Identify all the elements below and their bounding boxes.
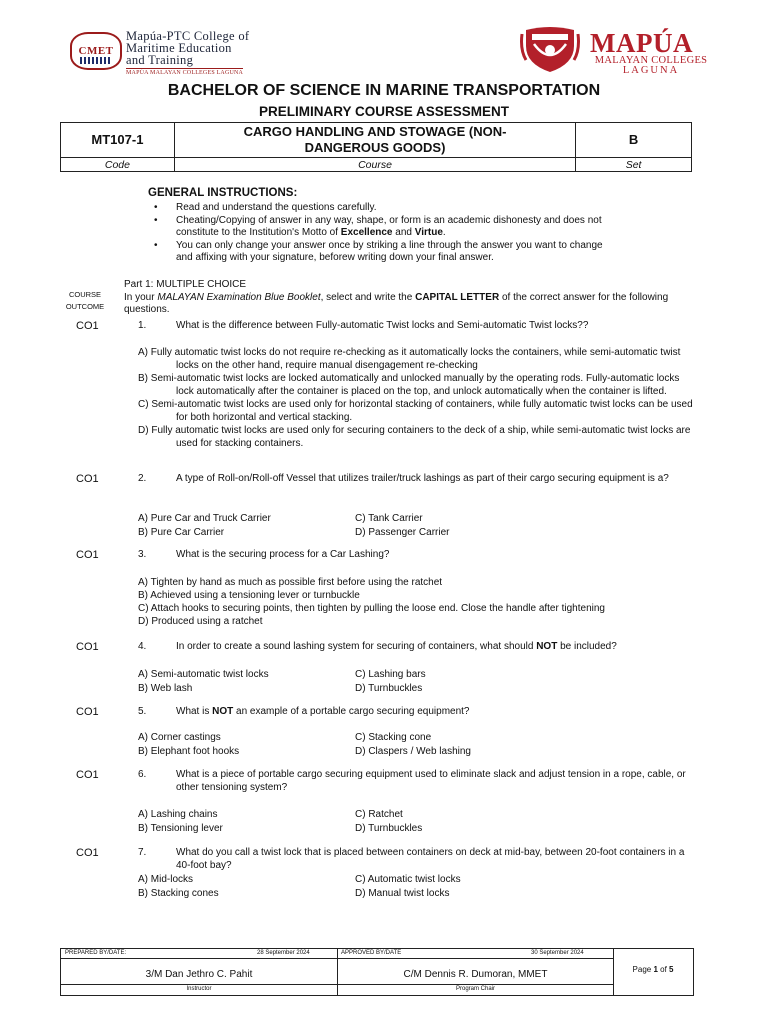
- instructions-title: GENERAL INSTRUCTIONS:: [148, 187, 298, 199]
- instruction-text: Read and understand the questions carefully.: [176, 202, 377, 213]
- q3-option-a: A) Tighten by hand as much as possible first before using the ratchet: [138, 577, 443, 588]
- q3-options: [138, 576, 698, 628]
- q4-option-a: A) Semi-automatic twist locks: [138, 669, 269, 680]
- program-title: BACHELOR OF SCIENCE IN MARINE TRANSPORTATION: [167, 82, 601, 99]
- approved-by-name: C/M Dennis R. Dumoran, MMET: [403, 969, 548, 980]
- q4-text: [176, 641, 696, 654]
- mapua-name: MAPÚA: [590, 28, 693, 58]
- course-name-line-1: CARGO HANDLING AND STOWAGE (NON-: [243, 124, 507, 139]
- q6-options-row: [138, 808, 698, 822]
- instruction-text: Cheating/Copying of answer in any way, shape, or form is an academic dishonesty and does not constitute to the Institution's Motto of: [176, 214, 602, 238]
- course-name-line-2: DANGEROUS GOODS): [304, 140, 446, 155]
- q4-text-part: In order to create a sound lashing system for securing of containers, what should: [176, 641, 537, 652]
- q4-course-outcome: CO1: [76, 641, 99, 653]
- q6-text: What is a piece of portable cargo securing equipment used to eliminate slack and adjust tension in a rope, cable, or other tensioning system?: [176, 769, 686, 793]
- course-set: B: [576, 123, 692, 158]
- q5-option-d: D) Claspers / Web lashing: [355, 745, 471, 757]
- mapua-logo: [520, 26, 720, 76]
- q7-number: 7.: [138, 847, 147, 858]
- cmet-logo-text: [126, 30, 286, 66]
- part1-instr-text: of the correct answer for the following questions.: [124, 291, 669, 315]
- q2-options-row: [138, 526, 698, 540]
- q6-options: [138, 808, 698, 835]
- part1-instr-text: In your: [124, 291, 158, 303]
- course-code: MT107-1: [61, 123, 175, 158]
- q5-text-part: an example of a portable cargo securing equipment?: [233, 706, 470, 717]
- q1-option-c: C) Semi-automatic twist locks are used only for horizontal stacking of containers, while fully automatic twist locks can be used for both horizontal and vertical stacking.: [138, 399, 693, 423]
- q2-option-b: B) Pure Car Carrier: [138, 526, 225, 538]
- page-of: of: [657, 965, 670, 974]
- q7-option-c: C) Automatic twist locks: [355, 874, 461, 885]
- q2-text: A type of Roll-on/Roll-off Vessel that utilizes trailer/truck lashings as part of their cargo securing equipment is a?: [176, 473, 669, 484]
- q5-option-a: A) Corner castings: [138, 732, 221, 743]
- q4-emphasis: NOT: [536, 641, 558, 652]
- q1-option-d: D) Fully automatic twist locks are used only for securing containers to the deck of a ship, while semi-automatic twist locks are used for stacking containers.: [138, 425, 691, 449]
- mapua-sub-line-2: LAGUNA: [622, 65, 680, 76]
- part1-instr-text: , select and write the: [320, 291, 416, 303]
- q5-text: [176, 706, 696, 719]
- q6-course-outcome: CO1: [76, 769, 99, 781]
- q7-option-d: D) Manual twist locks: [355, 887, 450, 899]
- instruction-text: and: [392, 227, 415, 238]
- q5-options-row: [138, 731, 698, 745]
- q5-option-b: B) Elephant foot hooks: [138, 745, 240, 757]
- signature-footer: [60, 948, 694, 996]
- q4-options-row: [138, 682, 698, 696]
- q2-options: [138, 512, 698, 539]
- q2-course-outcome: CO1: [76, 473, 99, 485]
- q6-option-b: B) Tensioning lever: [138, 822, 223, 834]
- q7-course-outcome: CO1: [76, 847, 99, 859]
- instruction-text: You can only change your answer once by striking a line through the answer you want to change and affixing with your signature, beforew writing down your final answer.: [176, 239, 603, 263]
- cmet-line-1: Mapúa-PTC College of: [126, 29, 250, 43]
- q1-options: [138, 346, 698, 450]
- q5-options: [138, 731, 698, 758]
- motto-virtue: Virtue: [414, 227, 443, 238]
- page-number: 1: [653, 965, 658, 974]
- part1-header: [124, 279, 704, 317]
- course-table: [60, 122, 692, 172]
- q1-option-b: B) Semi-automatic twist locks are locked automatically and unlocked manually by the operating rods. Fully-automatic locks lock automatically after the container is placed on the top, and unlock automatically when the container is lifted.: [138, 373, 680, 397]
- instructions-list: [152, 202, 622, 265]
- instruction-item: [152, 202, 622, 215]
- q3-number: 3.: [138, 549, 147, 560]
- q7-options-row: [138, 873, 698, 887]
- q4-number: 4.: [138, 641, 147, 652]
- q3-option-c: C) Attach hooks to securing points, then tighten by pulling the loose end. Close the handle after tightening: [138, 603, 605, 614]
- prepared-label: PREPARED BY/DATE:: [65, 950, 127, 956]
- code-label: Code: [61, 158, 175, 172]
- q4-text-part: be included?: [557, 641, 617, 652]
- assessment-title: PRELIMINARY COURSE ASSESSMENT: [258, 104, 510, 119]
- q5-emphasis: NOT: [212, 706, 234, 717]
- cmet-badge-icon: CMET: [70, 32, 122, 70]
- co-header-line-2: OUTCOME: [65, 302, 105, 311]
- q2-number: 2.: [138, 473, 147, 484]
- q4-option-c: C) Lashing bars: [355, 669, 426, 680]
- part1-instructions: [124, 292, 704, 317]
- q7-options: [138, 873, 698, 900]
- booklet-name: MALAYAN Examination Blue Booklet: [157, 291, 321, 303]
- q4-options: [138, 668, 698, 695]
- cmet-logo: [70, 30, 280, 80]
- q6-option-c: C) Ratchet: [355, 809, 403, 820]
- q3-course-outcome: CO1: [76, 549, 99, 561]
- q4-options-row: [138, 668, 698, 682]
- q4-option-d: D) Turnbuckles: [355, 682, 423, 694]
- q1-course-outcome: CO1: [76, 320, 99, 332]
- prepared-date: 28 September 2024: [257, 950, 310, 956]
- q4-option-b: B) Web lash: [138, 682, 193, 694]
- q1-text: What is the difference between Fully-automatic Twist locks and Semi-automatic Twist locks??: [176, 320, 589, 331]
- q3-text: What is the securing process for a Car Lashing?: [176, 549, 390, 560]
- mapua-subtitle: [592, 56, 710, 76]
- cmet-line-2: Maritime Education: [126, 41, 232, 55]
- q5-text-part: What is: [176, 706, 213, 717]
- q7-option-a: A) Mid-locks: [138, 874, 194, 885]
- course-outcome-header: [62, 289, 108, 313]
- page-total: 5: [669, 965, 674, 974]
- q1-option-a: A) Fully automatic twist locks do not require re-checking as it automatically locks the containers, while semi-automatic twist locks on the other hand, require manual disengagement re-checking: [138, 347, 681, 371]
- capital-letter-emphasis: CAPITAL LETTER: [415, 291, 500, 303]
- q5-options-row: [138, 745, 698, 759]
- instruction-text: .: [442, 227, 446, 238]
- prepared-by-role: Instructor: [186, 986, 212, 992]
- q7-options-row: [138, 887, 698, 901]
- q2-option-c: C) Tank Carrier: [355, 513, 423, 524]
- motto-excellence: Excellence: [340, 227, 393, 238]
- cmet-line-3: and Training: [126, 53, 194, 67]
- q6-option-d: D) Turnbuckles: [355, 822, 423, 834]
- q6-number: 6.: [138, 769, 147, 780]
- q3-option-b: B) Achieved using a tensioning lever or turnbuckle: [138, 590, 360, 601]
- q7-text: What do you call a twist lock that is placed between containers on deck at mid-bay, between 20-foot containers in a 40-foot bay?: [176, 847, 685, 871]
- set-label: Set: [576, 158, 692, 172]
- q2-option-d: D) Passenger Carrier: [355, 526, 450, 538]
- cmet-subtitle: MAPÚA MALAYAN COLLEGES LAGUNA: [126, 70, 244, 76]
- prepared-by-name: 3/M Dan Jethro C. Pahit: [145, 969, 253, 980]
- mapua-seal-icon: [520, 26, 580, 74]
- page-indicator: [613, 965, 693, 974]
- course-label: Course: [174, 158, 575, 172]
- q6-option-a: A) Lashing chains: [138, 809, 218, 820]
- instruction-item: [152, 240, 622, 265]
- q3-option-d: D) Produced using a ratchet: [138, 616, 263, 627]
- co-header-line-1: COURSE: [68, 290, 102, 299]
- part1-title: Part 1: MULTIPLE CHOICE: [124, 279, 247, 290]
- mapua-sub-line-1: MALAYAN COLLEGES: [594, 55, 708, 66]
- approved-by-role: Program Chair: [455, 986, 495, 992]
- approved-date: 30 September 2024: [531, 950, 584, 956]
- q2-option-a: A) Pure Car and Truck Carrier: [138, 513, 271, 524]
- instruction-item: [152, 215, 622, 240]
- page-prefix: Page: [632, 965, 654, 974]
- q5-option-c: C) Stacking cone: [355, 732, 432, 743]
- q1-number: 1.: [138, 320, 147, 331]
- q5-number: 5.: [138, 706, 147, 717]
- q7-option-b: B) Stacking cones: [138, 887, 219, 899]
- q2-options-row: [138, 512, 698, 526]
- q6-options-row: [138, 822, 698, 836]
- course-name: [174, 123, 575, 158]
- approved-label: APPROVED BY/DATE: [341, 950, 402, 956]
- q5-course-outcome: CO1: [76, 706, 99, 718]
